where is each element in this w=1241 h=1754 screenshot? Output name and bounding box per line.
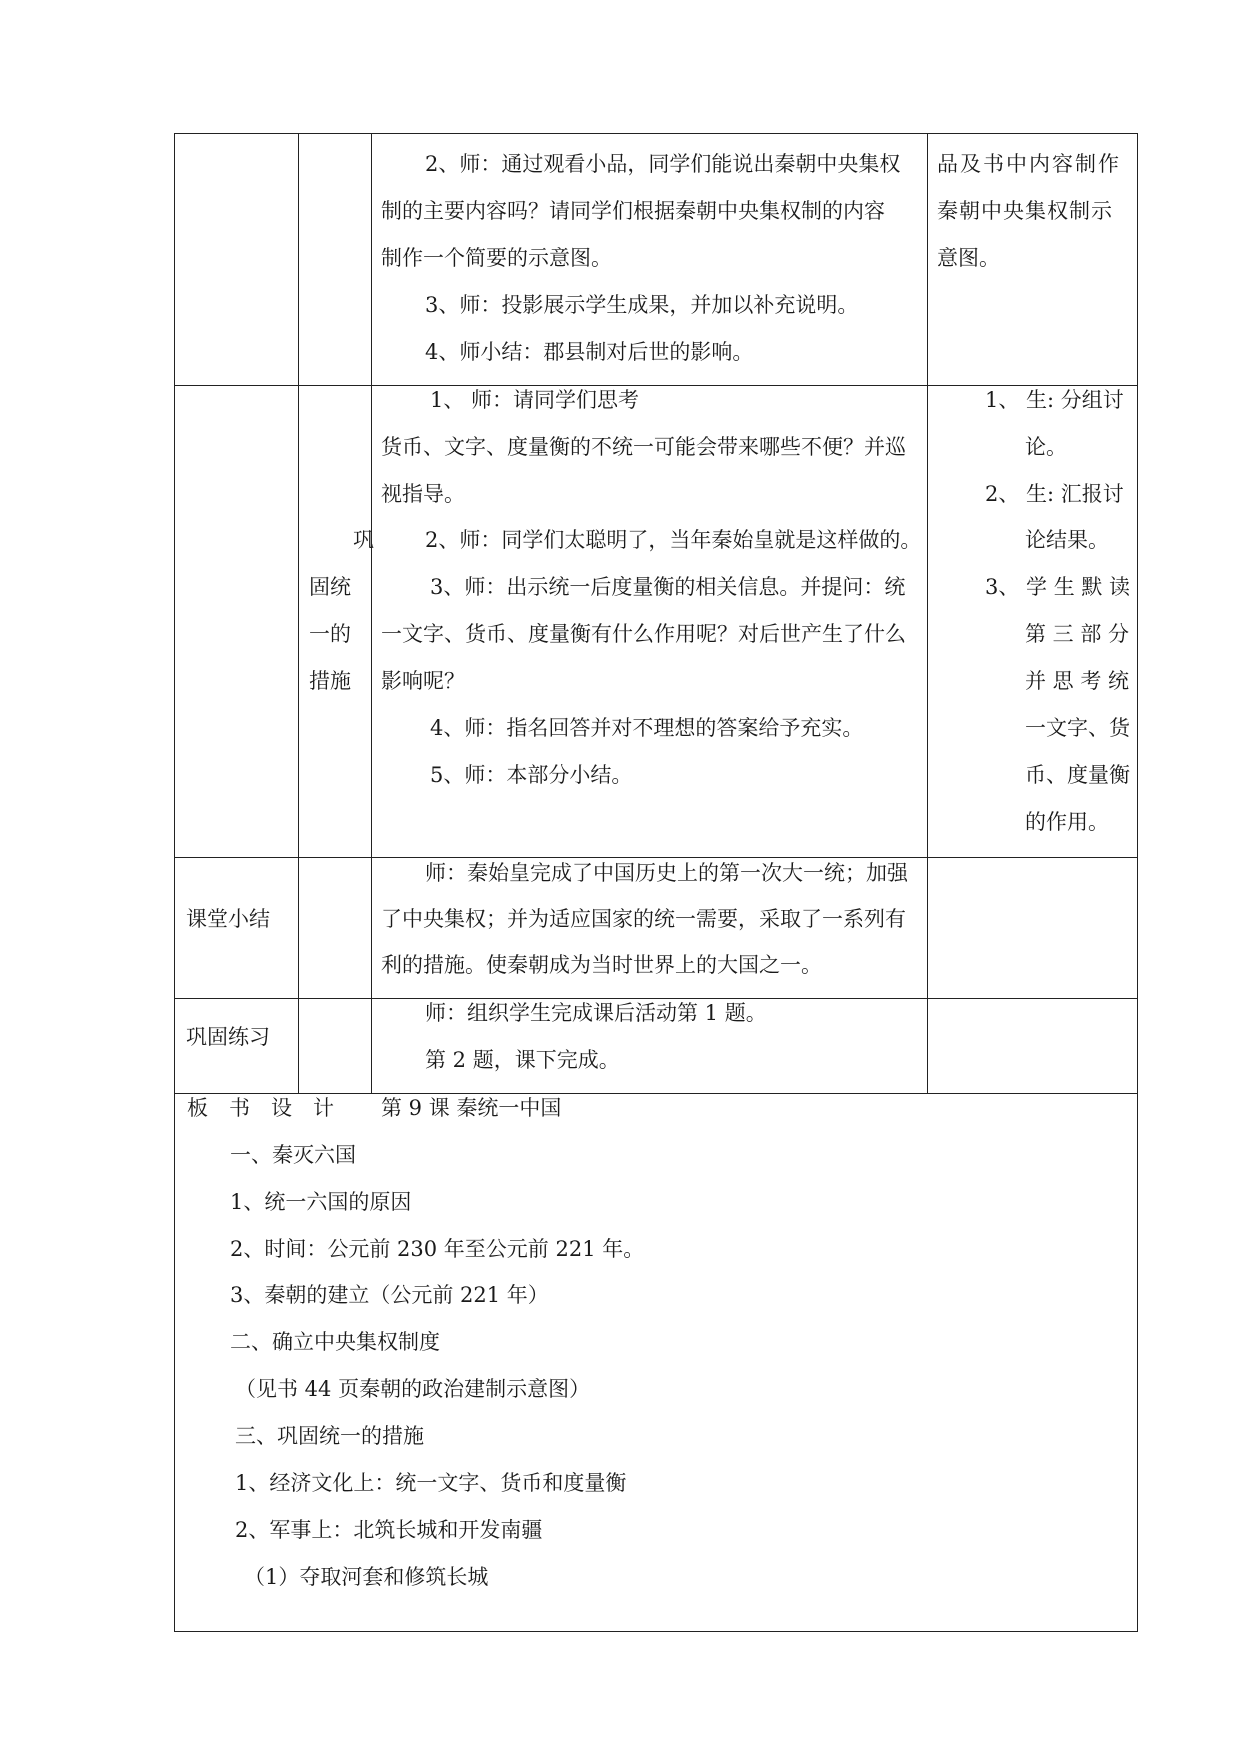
row4-label: 巩固练习: [186, 1025, 270, 1049]
text-line: 第 2 题，课下完成。: [425, 1048, 620, 1072]
board-heading: 板 书 设 计: [187, 1096, 334, 1120]
text-line: 一文字、货: [1025, 716, 1130, 740]
column-divider-2: [371, 133, 372, 1093]
table-border-bottom: [174, 1631, 1138, 1632]
text-line: 2、师：通过观看小品，同学们能说出秦朝中央集权: [425, 152, 901, 176]
text-line: 论结果。: [1025, 528, 1109, 552]
text-line: 师：组织学生完成课后活动第 1 题。: [425, 1001, 767, 1025]
text-line: 制的主要内容吗？请同学们根据秦朝中央集权制的内容: [381, 199, 885, 223]
text-line: 品及书中内容制作: [937, 152, 1121, 176]
text-line: 秦朝中央集权制示: [937, 199, 1113, 223]
text-line: 固统: [309, 575, 351, 599]
text-line: 师：秦始皇完成了中国历史上的第一次大一统；加强: [425, 861, 908, 885]
text-line: 2、时间：公元前 230 年至公元前 221 年。: [230, 1237, 645, 1261]
column-divider-1: [298, 133, 299, 1093]
text-line: 意图。: [937, 246, 1000, 270]
text-line: 一的: [309, 622, 351, 646]
text-line: 影响呢？: [381, 669, 465, 693]
text-line: 4、师小结：郡县制对后世的影响。: [425, 340, 754, 364]
text-line: 3、秦朝的建立（公元前 221 年）: [230, 1283, 549, 1307]
text-line: 1、 生: 分组讨: [985, 388, 1124, 412]
text-line: （1）夺取河套和修筑长城: [244, 1565, 489, 1589]
text-line: 3、师：出示统一后度量衡的相关信息。并提问：统: [430, 575, 906, 599]
text-line: （见书 44 页秦朝的政治建制示意图）: [235, 1377, 591, 1401]
text-line: 二、确立中央集权制度: [230, 1330, 440, 1354]
text-line: 一文字、货币、度量衡有什么作用呢？对后世产生了什么: [381, 622, 906, 646]
text-line: 三、巩固统一的措施: [235, 1424, 424, 1448]
text-line: 一、秦灭六国: [230, 1143, 356, 1167]
text-line: 货币、文字、度量衡的不统一可能会带来哪些不便？并巡: [381, 435, 906, 459]
text-line: 2、 生: 汇报讨: [985, 482, 1124, 506]
text-line: 制作一个简要的示意图。: [381, 246, 612, 270]
table-border-right: [1137, 133, 1138, 1632]
text-line: 1、统一六国的原因: [230, 1190, 412, 1214]
board-title: 第 9 课 秦统一中国: [381, 1096, 562, 1120]
text-line: 3、 学 生 默 读: [985, 575, 1131, 599]
text-line: 3、师：投影展示学生成果，并加以补充说明。: [425, 293, 859, 317]
text-line: 2、师：同学们太聪明了，当年秦始皇就是这样做的。: [425, 528, 922, 552]
text-line: 了中央集权；并为适应国家的统一需要，采取了一系列有: [381, 907, 906, 931]
text-line: 的作用。: [1025, 810, 1109, 834]
row3-label: 课堂小结: [186, 907, 270, 931]
column-divider-3: [927, 133, 928, 1093]
text-line: 巩: [353, 528, 374, 552]
text-line: 视指导。: [381, 482, 465, 506]
text-line: 2、军事上：北筑长城和开发南疆: [235, 1518, 543, 1542]
row-divider-2: [174, 857, 1138, 858]
table-border-top: [174, 133, 1138, 134]
text-line: 第 三 部 分: [1025, 622, 1130, 646]
text-line: 币、度量衡: [1025, 763, 1130, 787]
text-line: 论。: [1025, 435, 1067, 459]
text-line: 并 思 考 统: [1025, 669, 1130, 693]
text-line: 4、师：指名回答并对不理想的答案给予充实。: [430, 716, 864, 740]
text-line: 利的措施。使秦朝成为当时世界上的大国之一。: [381, 953, 822, 977]
text-line: 措施: [309, 669, 351, 693]
text-line: 1、 师：请同学们思考: [430, 388, 640, 412]
text-line: 5、师：本部分小结。: [430, 763, 633, 787]
table-border-left: [174, 133, 175, 1632]
text-line: 1、经济文化上：统一文字、货币和度量衡: [235, 1471, 627, 1495]
